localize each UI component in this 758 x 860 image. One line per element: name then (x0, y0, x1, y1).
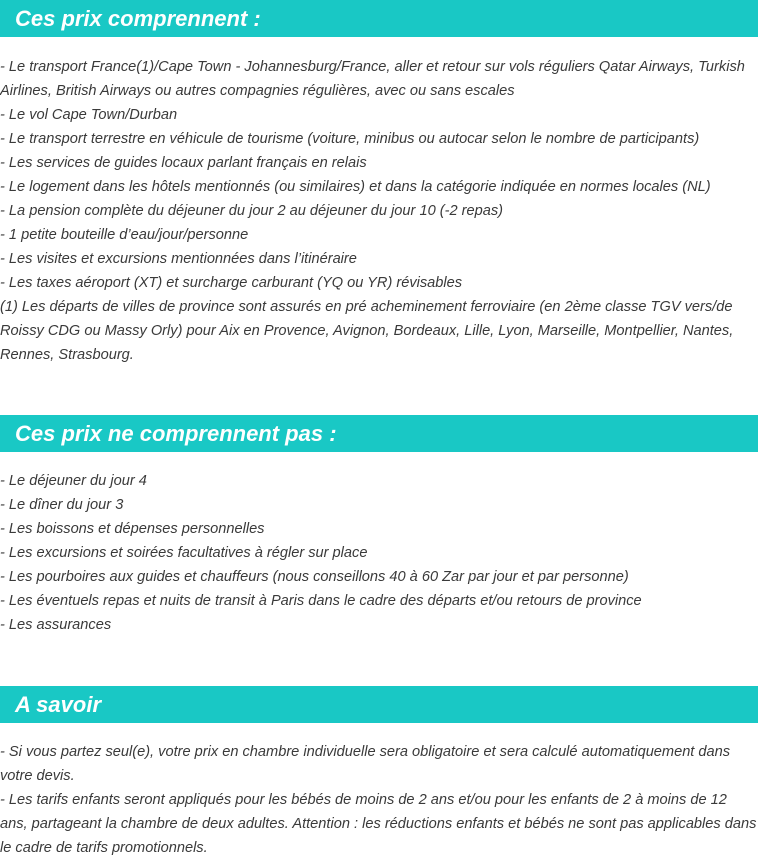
list-item: - Le dîner du jour 3 (0, 497, 124, 513)
list-item: - Les services de guides locaux parlant français en relais (0, 155, 367, 171)
section-not-included (0, 415, 758, 637)
list-item: - Le transport France(1)/Cape Town - Johannesburg/France, aller et retour sur vols réguliers Qatar Airways, Turkish Airlines, British Airways ou autres compagnies régulières, avec ou sans escales (0, 59, 745, 99)
list-item: - Les éventuels repas et nuits de transit à Paris dans le cadre des départs et/ou retours de province (0, 593, 642, 609)
footnote: (1) Les départs de villes de province sont assurés en pré acheminement ferroviaire (en 2ème classe TGV vers/de Roissy CDG ou Massy Orly) pour Aix en Provence, Avignon, Bordeaux, Lille, Lyon, Marseille, Montpellier, Nantes, Rennes, Strasbourg. (0, 299, 734, 363)
list-item: - La pension complète du déjeuner du jour 2 au déjeuner du jour 10 (-2 repas) (0, 203, 503, 219)
list-item: - Le déjeuner du jour 4 (0, 473, 147, 489)
list-item: - Le logement dans les hôtels mentionnés (ou similaires) et dans la catégorie indiquée en normes locales (NL) (0, 179, 711, 195)
section-title-not-included: Ces prix ne comprennent pas : (0, 415, 758, 452)
good-to-know-list (0, 723, 758, 860)
list-item: - Le vol Cape Town/Durban (0, 107, 178, 123)
list-item: - Les tarifs enfants seront appliqués pour les bébés de moins de 2 ans et/ou pour les enfants de 2 à moins de 12 ans, partageant la chambre de deux adultes. Attention : les réductions enfants et bébés ne sont pas applicables dans le cadre de tarifs promotionnels. (0, 792, 757, 856)
not-included-list (0, 452, 758, 637)
list-item: - 1 petite bouteille d’eau/jour/personne (0, 227, 249, 243)
list-item: - Le transport terrestre en véhicule de tourisme (voiture, minibus ou autocar selon le nombre de participants) (0, 131, 700, 147)
section-included (0, 0, 758, 367)
list-item: - Les pourboires aux guides et chauffeurs (nous conseillons 40 à 60 Zar par jour et par personne) (0, 569, 629, 585)
included-list (0, 37, 758, 367)
section-good-to-know (0, 686, 758, 860)
section-title-good-to-know: A savoir (0, 686, 758, 723)
list-item: - Les taxes aéroport (XT) et surcharge carburant (YQ ou YR) révisables (0, 275, 463, 291)
list-item: - Les visites et excursions mentionnées dans l’itinéraire (0, 251, 357, 267)
list-item: - Si vous partez seul(e), votre prix en chambre individuelle sera obligatoire et sera calculé automatiquement dans votre devis. (0, 744, 731, 784)
list-item: - Les assurances (0, 617, 112, 633)
section-title-included: Ces prix comprennent : (0, 0, 758, 37)
list-item: - Les excursions et soirées facultatives à régler sur place (0, 545, 368, 561)
list-item: - Les boissons et dépenses personnelles (0, 521, 265, 537)
